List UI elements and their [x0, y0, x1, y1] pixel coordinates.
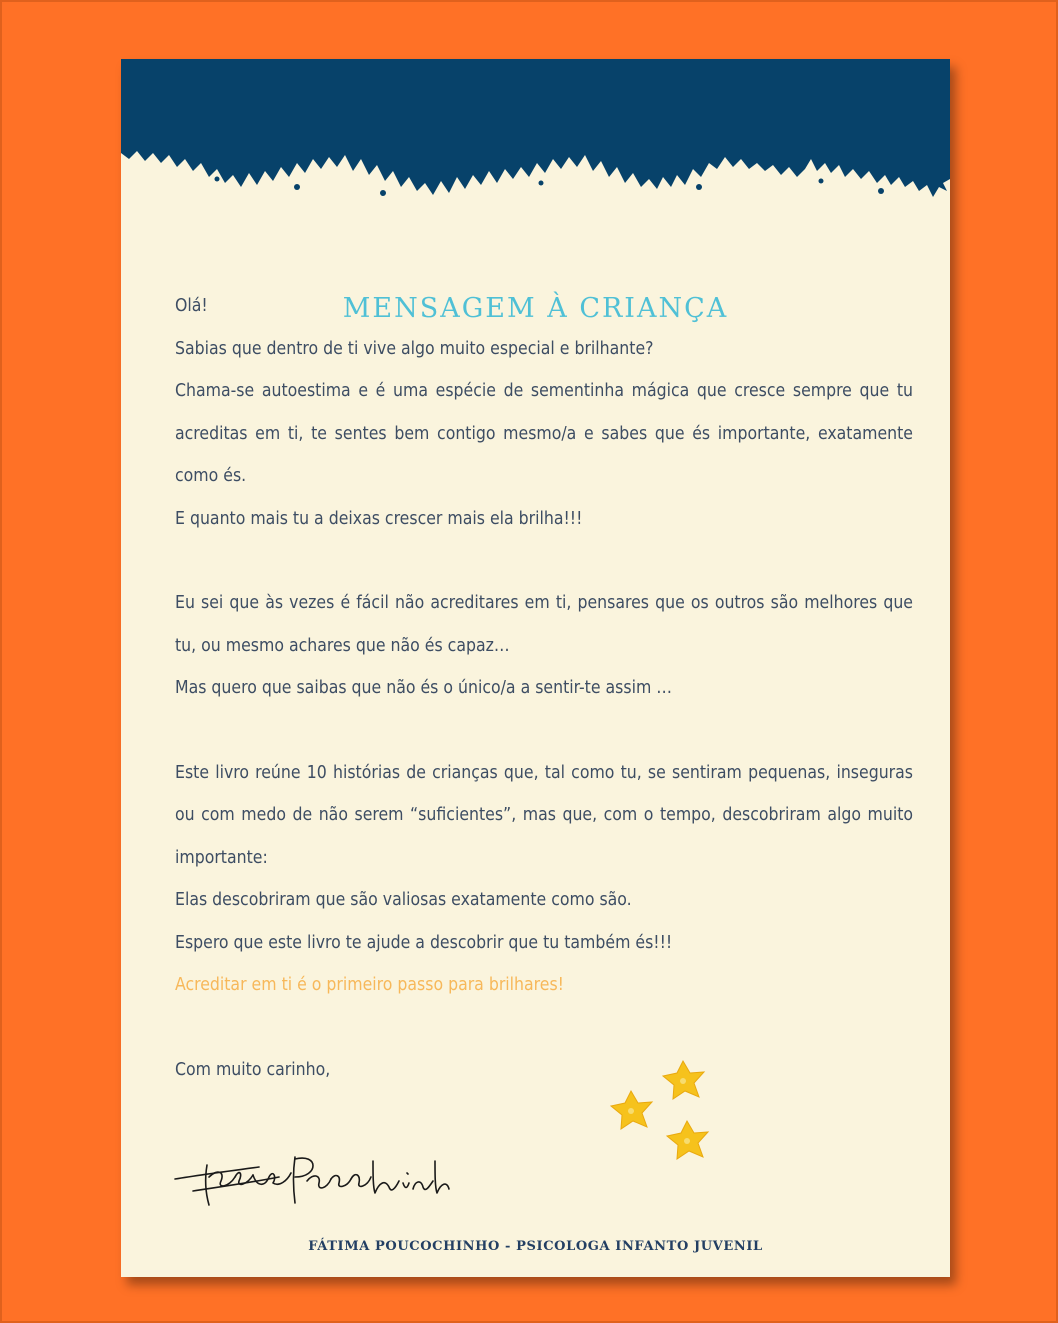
footer-credit: FÁTIMA POUCOCHINHO - PSICOLOGA INFANTO JUVENIL: [308, 1239, 763, 1254]
greeting: Olá!: [175, 296, 208, 316]
letter-paragraph: E quanto mais tu a deixas crescer mais ela brilha!!!: [175, 508, 583, 529]
torn-edge-banner: [121, 59, 950, 259]
star-cluster: [607, 1059, 727, 1173]
page-title: MENSAGEM À CRIANÇA: [342, 293, 729, 324]
letter-card: [121, 59, 950, 1277]
highlight-sentence: Acreditar em ti é o primeiro passo para brilhares!: [175, 975, 564, 995]
letter-paragraph: Eu sei que às vezes é fácil não acreditares em ti, pensares que os outros são melhores que tu, ou mesmo achares que não és capaz…: [175, 593, 913, 656]
letter-paragraph: Chama-se autoestima e é uma espécie de sementinha mágica que cresce sempre que tu acreditas em ti, te sentes bem contigo mesmo/a e sabes que és importante, exatamente como és.: [175, 381, 913, 486]
letter-body: [175, 285, 913, 1091]
closing-line: Com muito carinho,: [175, 1059, 331, 1080]
letter-paragraph: Espero que este livro te ajude a descobrir que tu também és!!!: [175, 932, 673, 953]
letter-paragraph: Elas descobriram que são valiosas exatamente como são.: [175, 890, 632, 910]
letter-paragraph: Mas quero que saibas que não és o único/a a sentir-te assim …: [175, 678, 673, 698]
handwritten-signature: [169, 1147, 459, 1221]
letter-paragraph: Sabias que dentro de ti vive algo muito especial e brilhante?: [175, 338, 654, 359]
letter-paragraph: Este livro reúne 10 histórias de crianças que, tal como tu, se sentiram pequenas, inseguras ou com medo de não serem “suficientes”, mas que, com o tempo, descobriram algo muito importante:: [175, 762, 913, 868]
